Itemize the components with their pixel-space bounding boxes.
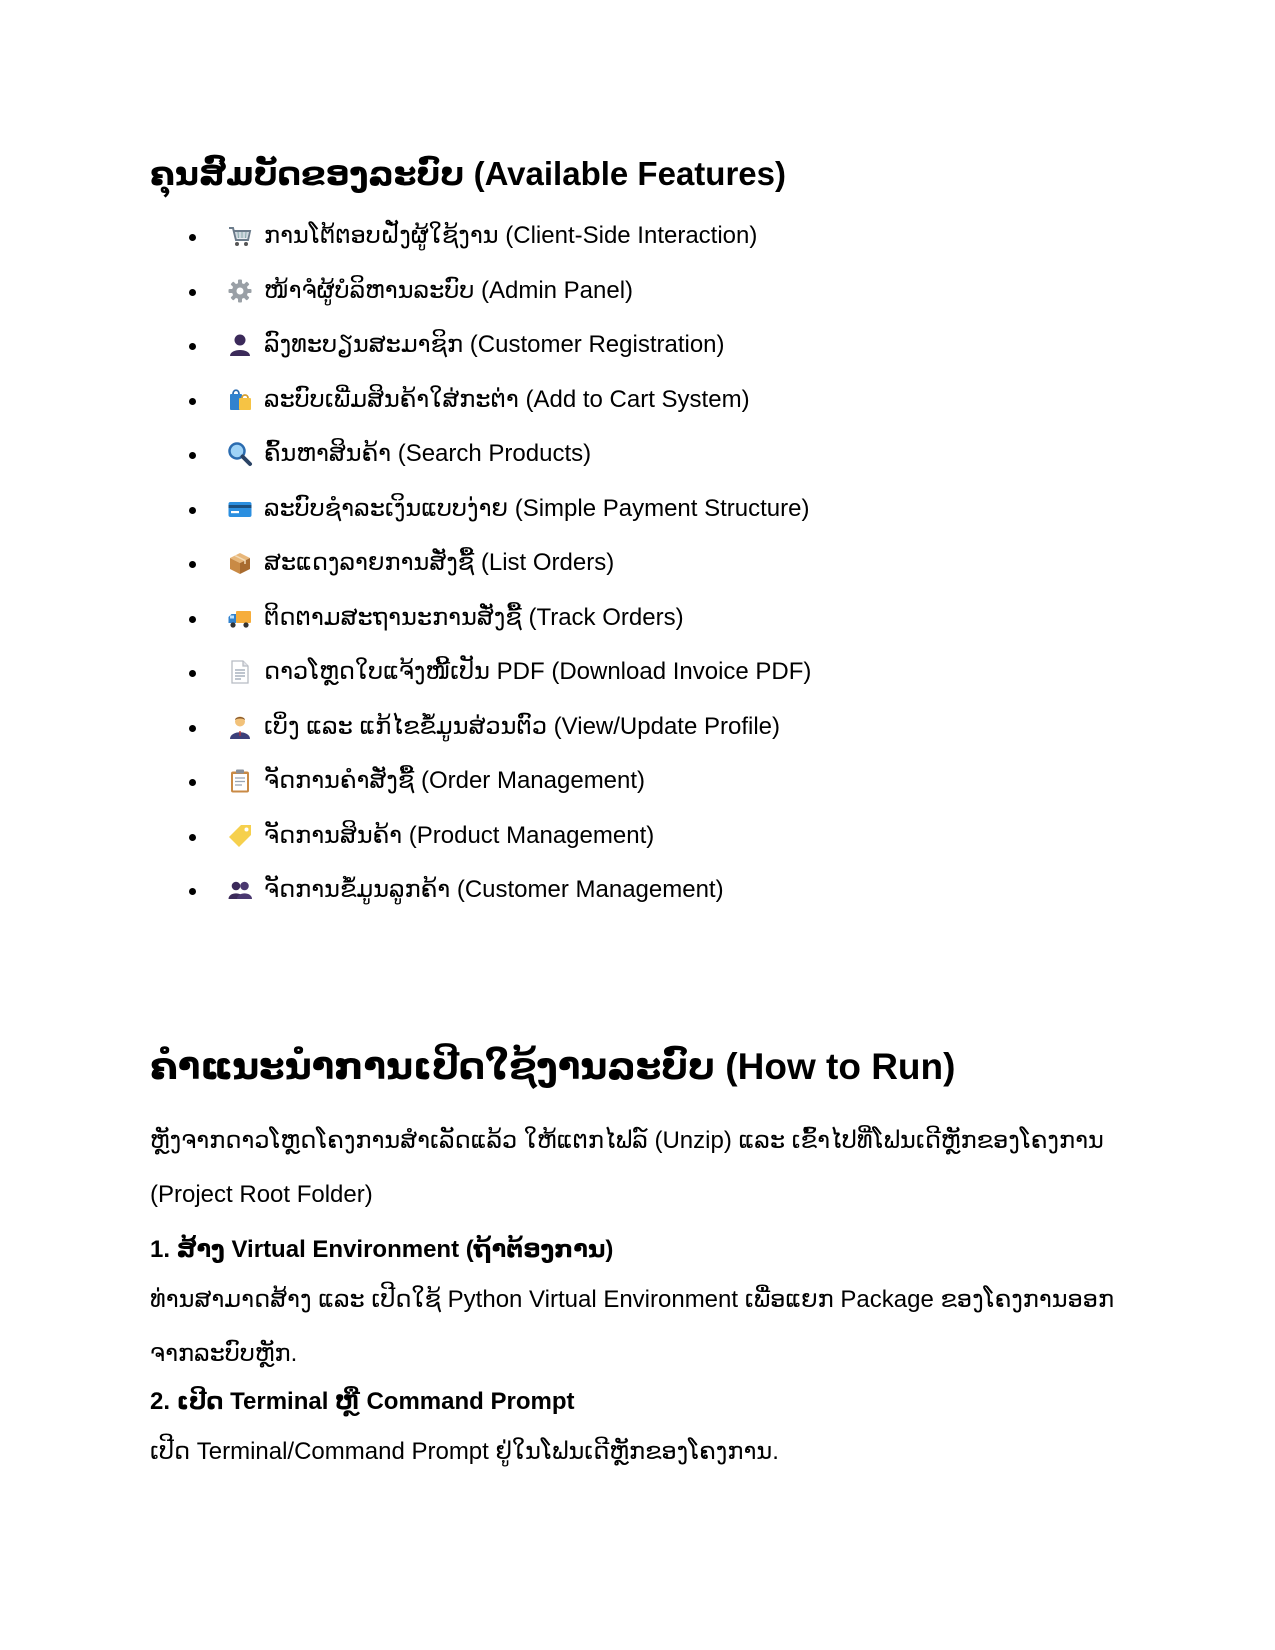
bullet-icon (189, 670, 196, 677)
features-heading: ຄຸນສົມບັດຂອງລະບົບ (Available Features) (150, 155, 786, 192)
list-item (150, 712, 811, 767)
feature-label: ຕິດຕາມສະຖານະການສັ່ງຊື້ (Track Orders) (264, 603, 684, 631)
list-item (150, 766, 811, 821)
list-item (150, 276, 811, 331)
feature-label: ຈັດການຄຳສັ່ງຊື້ (Order Management) (264, 767, 646, 794)
list-item (150, 221, 811, 276)
list-item (150, 603, 811, 658)
step1-heading: 1. ສ້າງ Virtual Environment (ຖ້າຕ້ອງການ) (150, 1236, 614, 1263)
clipboard-icon (227, 768, 253, 794)
bullet-icon (189, 616, 196, 623)
bullet-icon (189, 452, 196, 459)
user-silhouette-icon (227, 332, 253, 358)
package-icon (227, 550, 253, 576)
feature-label: ຈັດການຂໍ້ມູນລູກຄ້າ (Customer Management) (264, 876, 724, 903)
price-tag-icon (227, 823, 253, 849)
feature-label: ລະບົບເພີ່ມສິນຄ້າໃສ່ກະຕ່າ (Add to Cart System) (264, 385, 750, 413)
shopping-cart-icon (227, 223, 253, 249)
list-item (150, 439, 811, 494)
bullet-icon (189, 234, 196, 241)
feature-label: ໜ້າຈໍຜູ້ບໍລິຫານລະບົບ (Admin Panel) (264, 276, 634, 304)
feature-label: ຄົ້ນຫາສິນຄ້າ (Search Products) (264, 440, 592, 467)
bullet-icon (189, 725, 196, 732)
list-item (150, 494, 811, 549)
feature-label: ສະແດງລາຍການສັ່ງຊື້ (List Orders) (264, 549, 615, 576)
how-to-run-heading: ຄຳແນະນຳການເປີດໃຊ້ງານລະບົບ (How to Run) (150, 1046, 956, 1087)
business-person-icon (227, 714, 253, 740)
bullet-icon (189, 398, 196, 405)
bullet-icon (189, 343, 196, 350)
bullet-icon (189, 888, 196, 895)
bullet-icon (189, 561, 196, 568)
magnifying-glass-icon (227, 441, 253, 467)
list-item (150, 657, 811, 712)
credit-card-icon (227, 496, 253, 522)
step2-paragraph: ເປີດ Terminal/Command Prompt ຢູ່ໃນໂຟນເດີຫຼັກຂອງໂຄງການ. (150, 1438, 779, 1465)
shopping-bags-icon (227, 387, 253, 413)
feature-label: ລະບົບຊຳລະເງິນແບບງ່າຍ (Simple Payment Structure) (264, 494, 810, 522)
bullet-icon (189, 507, 196, 514)
intro-paragraph: ຫຼັງຈາກດາວໂຫຼດໂຄງການສຳເລັດແລ້ວ ໃຫ້ແຕກໄຟລ໌ (Unzip) ແລະ ເຂົ້າໄປທີ່ໂຟນເດີຫຼັກຂອງໂຄງການ (Project Root Folder) (150, 1127, 1104, 1208)
list-item (150, 385, 811, 440)
bullet-icon (189, 779, 196, 786)
feature-label: ເບິ່ງ ແລະ ແກ້ໄຂຂໍ້ມູນສ່ວນຕົວ (View/Update Profile) (264, 712, 780, 740)
delivery-truck-icon (227, 605, 253, 631)
features-list (150, 221, 811, 930)
gear-icon (227, 278, 253, 304)
list-item (150, 875, 811, 930)
feature-label: ຈັດການສິນຄ້າ (Product Management) (264, 821, 655, 849)
document-icon (227, 659, 253, 685)
bullet-icon (189, 289, 196, 296)
feature-label: ລົງທະບຽນສະມາຊິກ (Customer Registration) (264, 331, 725, 358)
list-item (150, 821, 811, 876)
feature-label: ການໂຕ້ຕອບຝັ່ງຜູ້ໃຊ້ງານ (Client-Side Interaction) (264, 222, 758, 249)
step2-heading: 2. ເປີດ Terminal ຫຼື Command Prompt (150, 1388, 575, 1415)
list-item (150, 330, 811, 385)
bullet-icon (189, 834, 196, 841)
feature-label: ດາວໂຫຼດໃບແຈ້ງໜີ້ເປັນ PDF (Download Invoice PDF) (264, 658, 812, 685)
document-page (150, 0, 1140, 1650)
list-item (150, 548, 811, 603)
step1-paragraph: ທ່ານສາມາດສ້າງ ແລະ ເປີດໃຊ້ Python Virtual Environment ເພື່ອແຍກ Package ຂອງໂຄງການອອກຈາກລະບົບຫຼັກ. (150, 1286, 1115, 1367)
users-icon (227, 877, 253, 903)
